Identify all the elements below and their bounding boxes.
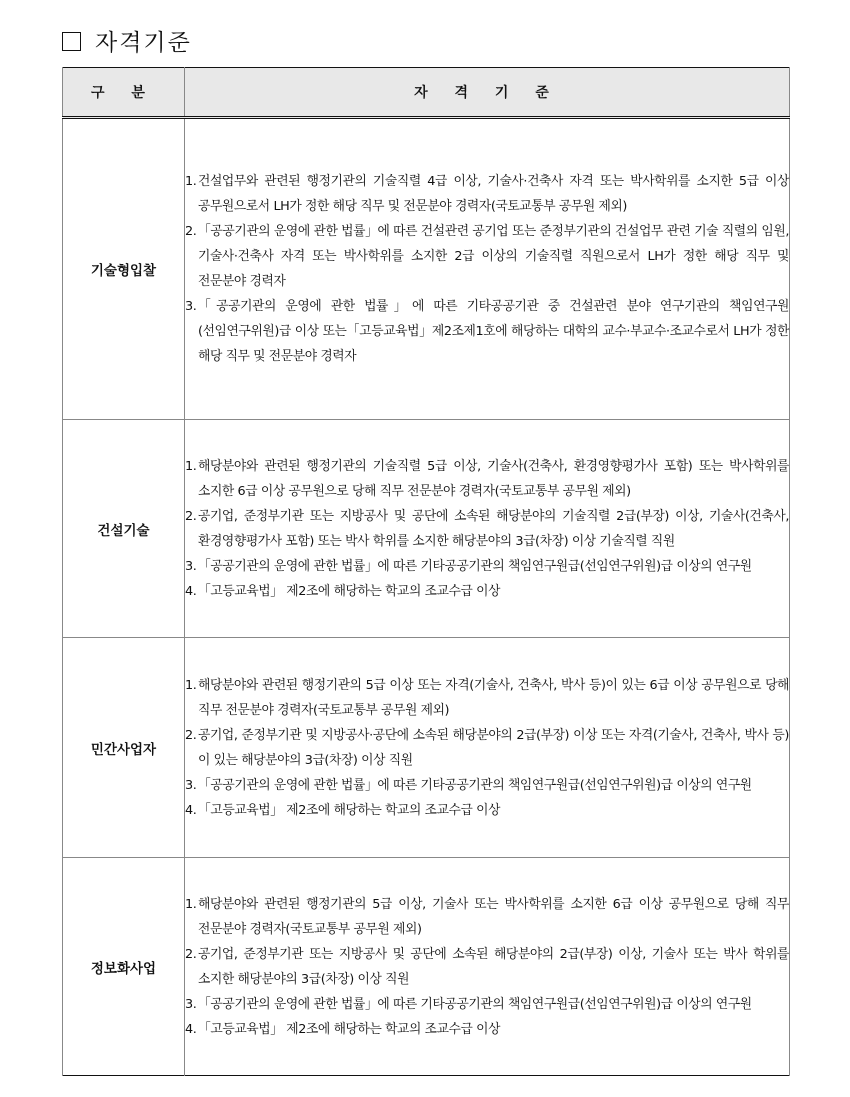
criteria-item [185,219,789,294]
header-category: 구 분 [63,68,185,118]
item-text: 공기업, 준정부기관 또는 지방공사 및 공단에 소속된 해당분야의 기술직렬 2급(부장) 이상, 기술사(건축사, 환경영향평가사 포함) 또는 박사 학위를 소지한 해당분야의 3급(차장) 이상 기술직렬 직원 [198,508,789,549]
category-cell: 건설기술 [63,420,185,638]
item-text: 「공공기관의 운영에 관한 법률」에 따른 기타공공기관의 책임연구원급(선임연구위원)급 이상의 연구원 [198,777,752,793]
item-number: 2. [185,224,197,239]
item-number: 3. [185,996,197,1012]
item-text: 「고등교육법」 제2조에 해당하는 학교의 조교수급 이상 [198,583,501,599]
item-text: 「고등교육법」 제2조에 해당하는 학교의 조교수급 이상 [198,802,501,818]
page-title-text: 자격기준 [95,30,192,56]
criteria-cell [185,118,790,420]
item-number: 3. [185,558,197,574]
item-number: 1. [185,677,197,693]
item-number: 4. [185,583,197,599]
criteria-item [185,723,789,773]
table-row [63,420,790,638]
item-number: 2. [185,946,197,962]
header-criteria: 자 격 기 준 [185,68,790,118]
criteria-cell [185,420,790,638]
item-text: 「공공기관의 운영에 관한 법률」에 따른 기타공공기관의 책임연구원급(선임연구위원)급 이상의 연구원 [198,996,752,1012]
criteria-list [185,673,789,823]
checkbox-square-icon [62,32,81,51]
criteria-item [185,579,789,604]
item-text: 「고등교육법」 제2조에 해당하는 학교의 조교수급 이상 [198,1021,501,1037]
criteria-item [185,169,789,219]
criteria-item [185,992,789,1017]
criteria-item [185,294,789,369]
criteria-item [185,504,789,554]
item-text: 해당분야와 관련된 행정기관의 5급 이상 또는 자격(기술사, 건축사, 박사 등)이 있는 6급 이상 공무원으로 당해 직무 전문분야 경력자(국토교통부 공무원 제외) [198,677,789,718]
item-number: 1. [185,174,197,189]
item-number: 3. [185,299,197,314]
item-text: 「공공기관의 운영에 관한 법률」에 따른 건설관련 공기업 또는 준정부기관의 건설업무 관련 기술 직렬의 임원, 기술사·건축사 자격 또는 박사학위를 소지한 2급 이상의 기술직렬 직원으로서 LH가 정한 해당 직무 및 전문분야 경력자 [198,224,789,289]
item-number: 4. [185,802,197,818]
criteria-item [185,554,789,579]
item-number: 1. [185,896,197,912]
criteria-cell [185,638,790,858]
item-number: 2. [185,508,197,524]
category-cell: 기술형입찰 [63,118,185,420]
page-title [62,24,192,57]
criteria-item [185,942,789,992]
criteria-item [185,1017,789,1042]
item-number: 3. [185,777,197,793]
category-cell: 민간사업자 [63,638,185,858]
criteria-item [185,454,789,504]
item-text: 공기업, 준정부기관 또는 지방공사 및 공단에 소속된 해당분야의 2급(부장) 이상, 기술사 또는 박사 학위를 소지한 해당분야의 3급(차장) 이상 직원 [198,946,789,987]
category-cell: 정보화사업 [63,858,185,1076]
table-row [63,118,790,420]
item-text: 공기업, 준정부기관 및 지방공사·공단에 소속된 해당분야의 2급(부장) 이상 또는 자격(기술사, 건축사, 박사 등)이 있는 해당분야의 3급(차장) 이상 직원 [198,727,789,768]
criteria-cell [185,858,790,1076]
item-text: 「공공기관의 운영에 관한 법률」에 따른 기타공공기관의 책임연구원급(선임연구위원)급 이상의 연구원 [198,558,752,574]
table-row [63,858,790,1076]
item-text: 해당분야와 관련된 행정기관의 5급 이상, 기술사 또는 박사학위를 소지한 6급 이상 공무원으로 당해 직무 전문분야 경력자(국토교통부 공무원 제외) [198,896,789,937]
criteria-item [185,798,789,823]
criteria-table [62,67,790,1076]
item-text: 건설업무와 관련된 행정기관의 기술직렬 4급 이상, 기술사·건축사 자격 또는 박사학위를 소지한 5급 이상 공무원으로서 LH가 정한 해당 직무 및 전문분야 경력자(국토교통부 공무원 제외) [198,174,789,214]
criteria-list [185,892,789,1042]
criteria-item [185,892,789,942]
item-number: 1. [185,458,197,474]
item-text: 해당분야와 관련된 행정기관의 기술직렬 5급 이상, 기술사(건축사, 환경영향평가사 포함) 또는 박사학위를 소지한 6급 이상 공무원으로 당해 직무 전문분야 경력자(국토교통부 공무원 제외) [198,458,789,499]
criteria-list [185,454,789,604]
item-text: 「공공기관의 운영에 관한 법률」에 따른 기타공공기관 중 건설관련 분야 연구기관의 책임연구원(선임연구위원)급 이상 또는「고등교육법」제2조제1호에 해당하는 대학의 교수·부교수·조교수로서 LH가 정한 해당 직무 및 전문분야 경력자 [198,299,789,364]
criteria-list [185,169,789,369]
table-header-row [63,68,790,118]
item-number: 2. [185,727,197,743]
criteria-item [185,673,789,723]
item-number: 4. [185,1021,197,1037]
table-row [63,638,790,858]
criteria-item [185,773,789,798]
